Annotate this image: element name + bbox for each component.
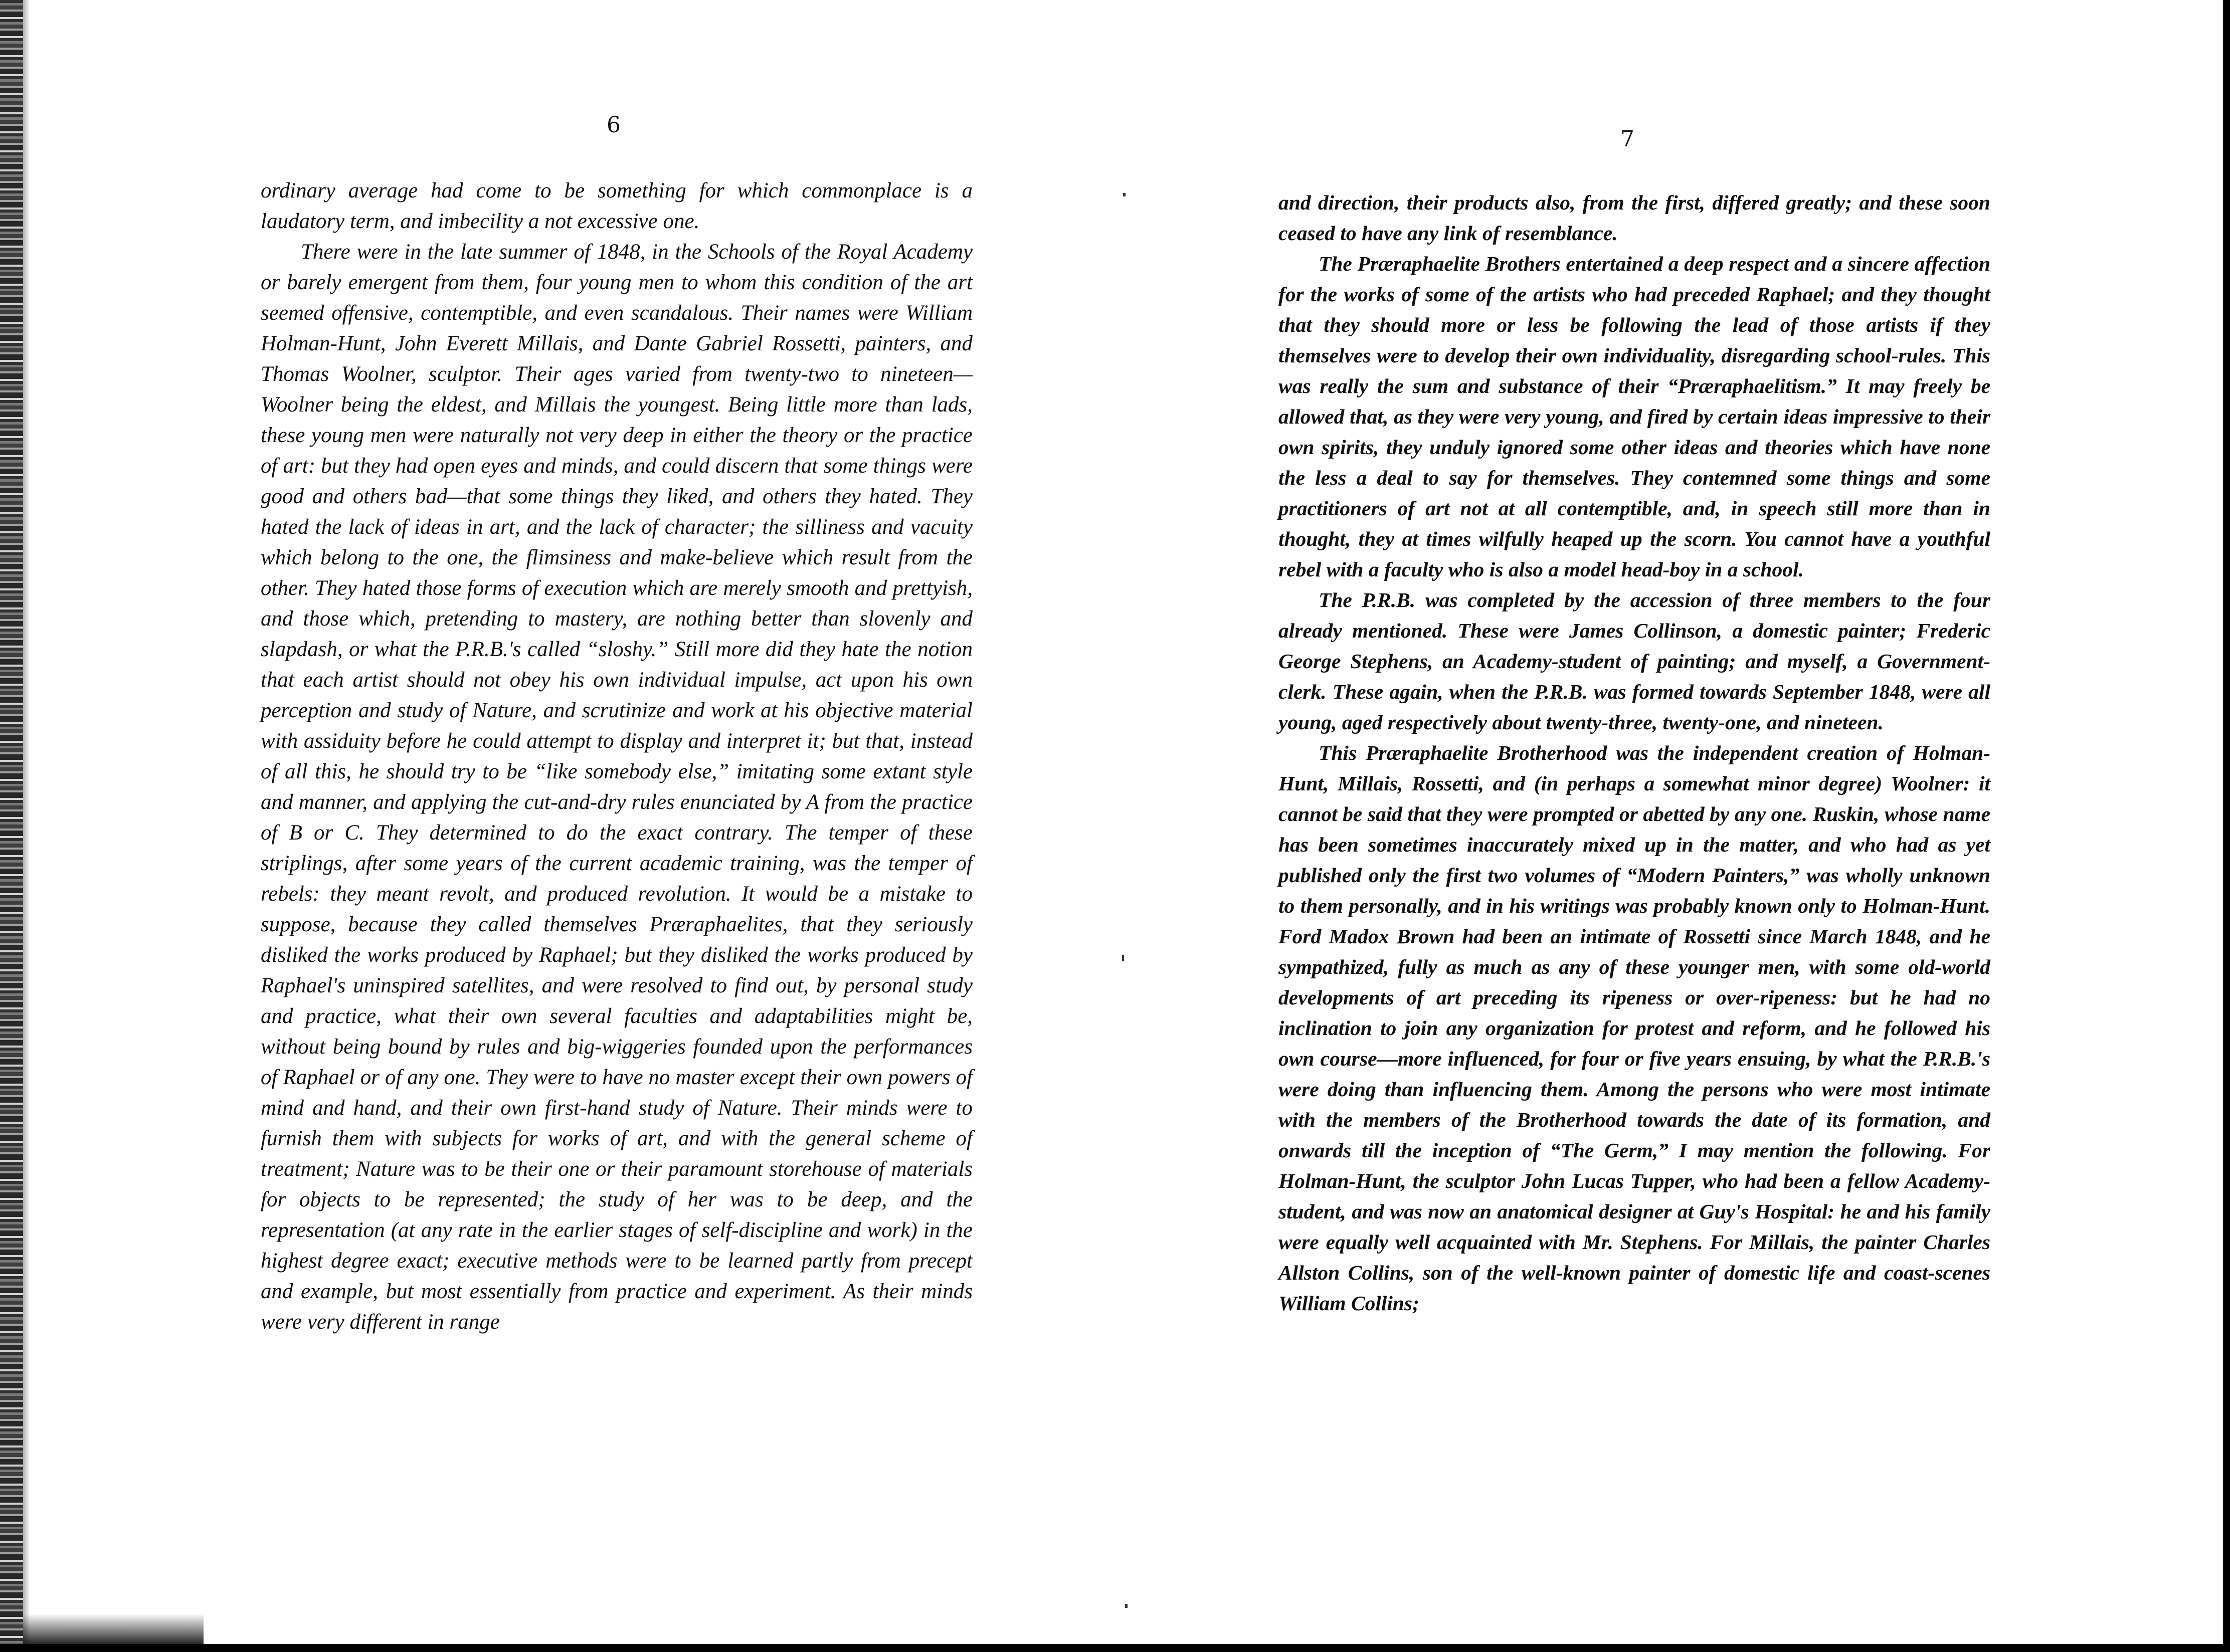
paragraph: and direction, their products also, from the first, differed greatly; and these soon ceased to have any link of resemblance. <box>1278 191 1990 245</box>
paragraph: The P.R.B. was completed by the accession of three members to the four already mentioned. These were James Collinson, a domestic painter; Frederic George Stephens, an Academy-student of painting; and myself, a Government-clerk. These again, when the P.R.B. was formed towards September 1848, were all young, aged respectively about twenty-three, twenty-one, and nineteen. <box>1278 588 1990 734</box>
gutter-speck <box>1123 193 1126 196</box>
page-number: 6 <box>607 112 621 138</box>
scan-edge-left <box>0 0 23 1652</box>
page-number: 7 <box>1620 126 1634 152</box>
paragraph: This Præraphaelite Brotherhood was the independent creation of Holman-Hunt, Millais, Rossetti, and (in perhaps a somewhat minor degree) Woolner: it cannot be said that they were prompted or abetted by any one. Ruskin, whose name has been sometimes inaccurately mixed up in the matter, and who had as yet published only the first two volumes of “Modern Painters,” was wholly unknown to them personally, and in his writings was probably known only to Holman-Hunt. Ford Madox Brown had been an intimate of Rossetti since March 1848, and he sympathized, fully as much as any of these younger men, with some old-world developments of art preceding its ripeness or over-ripeness: but he had no inclination to join any organization for protest and reform, and he followed his own course—more influenced, for four or five years ensuing, by what the P.R.B.'s were doing than influencing them. Among the persons who were most intimate with the members of the Brotherhood towards the date of its formation, and onwards till the inception of “The Germ,” I may mention the following. For Holman-Hunt, the sculptor John Lucas Tupper, who had been a fellow Academy-student, and was now an anatomical designer at Guy's Hospital: he and his family were equally well acquainted with Mr. Stephens. For Millais, the painter Charles Allston Collins, son of the well-known painter of domestic life and coast-scenes William Collins; <box>1278 741 1990 1315</box>
scan-shadow-corner <box>23 1614 204 1644</box>
gutter-speck <box>1122 955 1124 961</box>
paragraph: ordinary average had come to be something for which commonplace is a laudatory term, and imbecility a not excessive one. <box>261 179 973 233</box>
scan-edge-bottom <box>0 1644 2230 1652</box>
page-body <box>261 175 973 1337</box>
page-body <box>1278 187 1990 1319</box>
scan-edge-right <box>2223 0 2230 1652</box>
paragraph: The Præraphaelite Brothers entertained a deep respect and a sincere affection for the works of some of the artists who had preceded Raphael; and they thought that they should more or less be following the lead of those artists if they themselves were to develop their own individuality, disregarding school-rules. This was really the sum and substance of their “Præraphaelitism.” It may freely be allowed that, as they were very young, and fired by certain ideas impressive to their own spirits, they unduly ignored some other ideas and theories which have none the less a deal to say for themselves. They contemned some things and some practitioners of art not at all contemptible, and, in speech still more than in thought, they at times wilfully heaped up the scorn. You cannot have a youthful rebel with a faculty who is also a model head-boy in a school. <box>1278 252 1990 581</box>
gutter-speck <box>1125 1604 1128 1608</box>
paragraph: There were in the late summer of 1848, in the Schools of the Royal Academy or barely emergent from them, four young men to whom this condition of the art seemed offensive, contemptible, and even scandalous. Their names were William Holman-Hunt, John Everett Millais, and Dante Gabriel Rossetti, painters, and Thomas Woolner, sculptor. Their ages varied from twenty-two to nineteen—Woolner being the eldest, and Millais the youngest. Being little more than lads, these young men were naturally not very deep in either the theory or the practice of art: but they had open eyes and minds, and could discern that some things were good and others bad—that some things they liked, and others they hated. They hated the lack of ideas in art, and the lack of character; the silliness and vacuity which belong to the one, the flimsiness and make-believe which result from the other. They hated those forms of execution which are merely smooth and prettyish, and those which, pretending to mastery, are nothing better than slovenly and slapdash, or what the P.R.B.'s called “sloshy.” Still more did they hate the notion that each artist should not obey his own individual impulse, act upon his own perception and study of Nature, and scrutinize and work at his objective material with assiduity before he could attempt to display and interpret it; but that, instead of all this, he should try to be “like somebody else,” imitating some extant style and manner, and applying the cut-and-dry rules enunciated by A from the practice of B or C. They determined to do the exact contrary. The temper of these striplings, after some years of the current academic training, was the temper of rebels: they meant revolt, and produced revolution. It would be a mistake to suppose, because they called themselves Præraphaelites, that they seriously disliked the works produced by Raphael; but they disliked the works produced by Raphael's uninspired satellites, and were resolved to find out, by personal study and practice, what their own several faculties and adaptabilities might be, without being bound by rules and big-wiggeries founded upon the performances of Raphael or of any one. They were to have no master except their own powers of mind and hand, and their own first-hand study of Nature. Their minds were to furnish them with subjects for works of art, and with the general scheme of treatment; Nature was to be their one or their paramount storehouse of materials for objects to be represented; the study of her was to be deep, and the representation (at any rate in the earlier stages of self-discipline and work) in the highest degree exact; executive methods were to be learned partly from precept and example, but most essentially from practice and experiment. As their minds were very different in range <box>261 240 973 1334</box>
